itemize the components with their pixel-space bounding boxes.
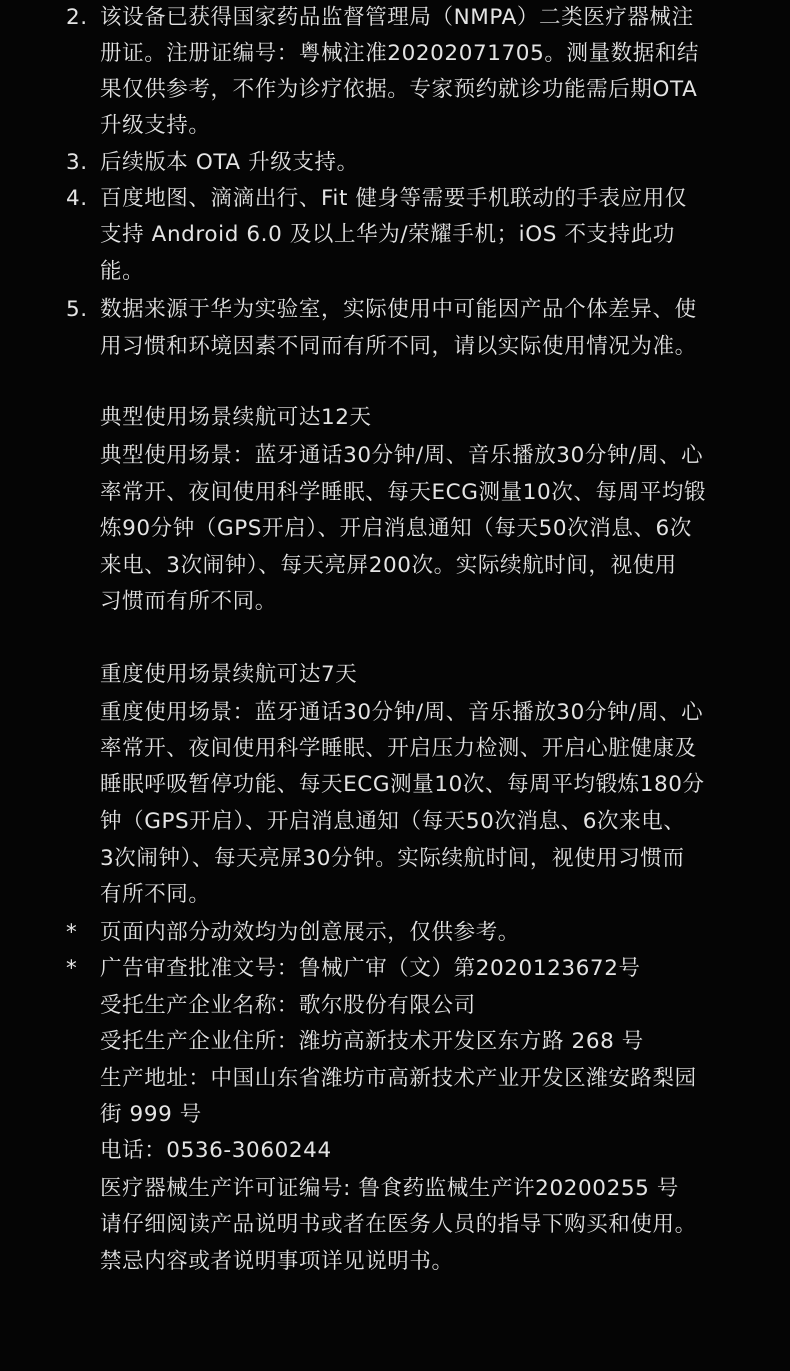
- heavy-scenario-heading: 重度使用场景续航可达7天: [100, 662, 358, 687]
- note-number: 4.: [66, 186, 88, 211]
- note-line: 数据来源于华为实验室，实际使用中可能因产品个体差异、使: [100, 297, 697, 322]
- note-number: 5.: [66, 297, 88, 322]
- heavy-scenario-line: 钟（GPS开启）、开启消息通知（每天50次消息、6次来电、: [100, 809, 686, 834]
- note-line: 能。: [100, 259, 145, 284]
- typical-scenario-line: 典型使用场景：蓝牙通话30分钟/周、音乐播放30分钟/周、心: [100, 443, 704, 468]
- typical-scenario-line: 炼90分钟（GPS开启）、开启消息通知（每天50次消息、6次: [100, 516, 692, 541]
- typical-scenario-line: 习惯而有所不同。: [100, 589, 277, 614]
- note-line: 升级支持。: [100, 113, 211, 138]
- heavy-scenario-line: 率常开、夜间使用科学睡眠、开启压力检测、开启心脏健康及: [100, 736, 697, 761]
- typical-scenario-heading: 典型使用场景续航可达12天: [100, 405, 372, 430]
- note-number: 2.: [66, 5, 88, 30]
- production-address-cont: 街 999 号: [100, 1102, 202, 1127]
- note-line: 后续版本 OTA 升级支持。: [100, 150, 359, 175]
- note-line: 果仅供参考，不作为诊疗依据。专家预约就诊功能需后期OTA: [100, 77, 698, 102]
- note-line: 册证。注册证编号：粤械注准20202071705。测量数据和结: [100, 41, 700, 66]
- note-line: 用习惯和环境因素不同而有所不同，请以实际使用情况为准。: [100, 334, 697, 359]
- contraindication-note: 禁忌内容或者说明事项详见说明书。: [100, 1249, 454, 1274]
- note-line: 支持 Android 6.0 及以上华为/荣耀手机；iOS 不支持此功: [100, 222, 675, 247]
- purchase-advice: 请仔细阅读产品说明书或者在医务人员的指导下购买和使用。: [100, 1212, 697, 1237]
- manufacturer-name: 受托生产企业名称：歌尔股份有限公司: [100, 993, 476, 1018]
- footnote-line: 页面内部分动效均为创意展示，仅供参考。: [100, 920, 520, 945]
- note-number: 3.: [66, 150, 88, 175]
- heavy-scenario-line: 睡眠呼吸暂停功能、每天ECG测量10次、每周平均锻炼180分: [100, 772, 705, 797]
- typical-scenario-line: 来电、3次闹钟）、每天亮屏200次。实际续航时间，视使用: [100, 553, 677, 578]
- note-line: 该设备已获得国家药品监督管理局（NMPA）二类医疗器械注: [100, 5, 694, 30]
- phone-number: 电话：0536-3060244: [100, 1138, 332, 1163]
- heavy-scenario-line: 有所不同。: [100, 882, 211, 907]
- footnote-line: 广告审查批准文号：鲁械广审（文）第2020123672号: [100, 956, 641, 981]
- heavy-scenario-line: 3次闹钟）、每天亮屏30分钟。实际续航时间，视使用习惯而: [100, 846, 685, 871]
- footnote-asterisk: *: [66, 920, 78, 945]
- typical-scenario-line: 率常开、夜间使用科学睡眠、每天ECG测量10次、每周平均锻: [100, 480, 707, 505]
- footnote-asterisk: *: [66, 956, 78, 981]
- manufacturer-address: 受托生产企业住所：潍坊高新技术开发区东方路 268 号: [100, 1029, 644, 1054]
- note-line: 百度地图、滴滴出行、Fit 健身等需要手机联动的手表应用仅: [100, 186, 687, 211]
- heavy-scenario-line: 重度使用场景：蓝牙通话30分钟/周、音乐播放30分钟/周、心: [100, 700, 704, 725]
- production-address: 生产地址：中国山东省潍坊市高新技术产业开发区潍安路梨园: [100, 1066, 697, 1091]
- license-number: 医疗器械生产许可证编号: 鲁食药监械生产许20200255 号: [100, 1176, 679, 1201]
